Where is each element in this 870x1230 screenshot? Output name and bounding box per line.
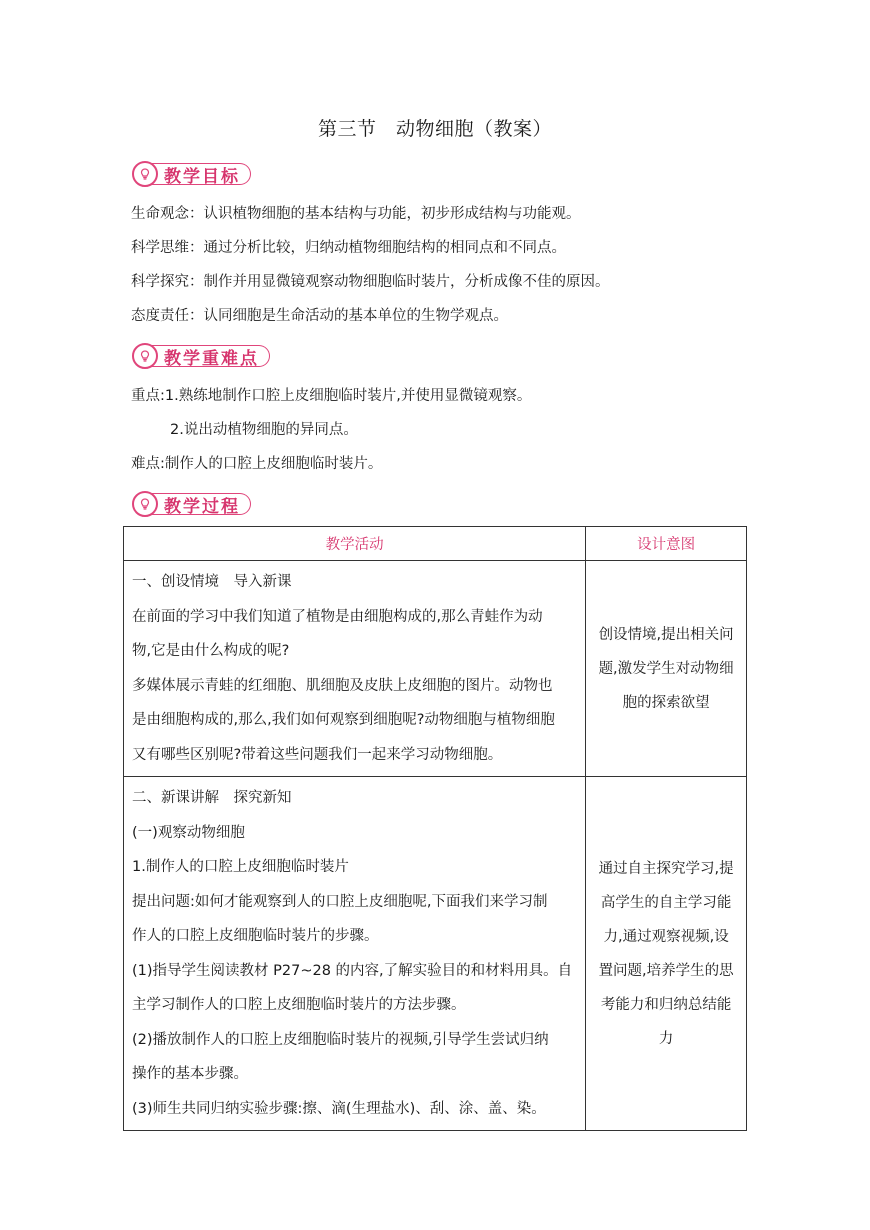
activity-cell [124, 777, 586, 1131]
intent-line: 置问题,培养学生的思 [598, 962, 734, 979]
intent-line: 力 [658, 1030, 674, 1047]
intent-cell [586, 561, 747, 777]
activity-line: 又有哪些区别呢?带着这些问题我们一起来学习动物细胞。 [132, 746, 503, 763]
activity-line: 物,它是由什么构成的呢? [132, 643, 290, 659]
column-header-activity: 教学活动 [124, 527, 586, 561]
intent-line: 创设情境,提出相关问 [598, 626, 734, 643]
lesson-plan-table [123, 526, 747, 1131]
activity-line: 作人的口腔上皮细胞临时装片的步骤。 [132, 928, 379, 944]
section-title-key-points: 教学重难点 [146, 345, 270, 367]
activity-line: 1.制作人的口腔上皮细胞临时装片 [132, 859, 349, 875]
intent-cell [586, 777, 747, 1131]
lightbulb-icon [132, 161, 158, 187]
lightbulb-icon [132, 343, 158, 369]
intent-line: 胞的探索欲望 [622, 694, 710, 711]
activity-line: 提出问题:如何才能观察到人的口腔上皮细胞呢,下面我们来学习制 [132, 893, 548, 910]
difficult-point-line: 难点:制作人的口腔上皮细胞临时装片。 [131, 456, 383, 472]
key-point-line: 重点:1.熟练地制作口腔上皮细胞临时装片,并使用显微镜观察。 [131, 388, 532, 404]
activity-line: (1)指导学生阅读教材 P27~28 的内容,了解实验目的和材料用具。自 [132, 962, 573, 979]
objective-line: 生命观念：认识植物细胞的基本结构与功能，初步形成结构与功能观。 [131, 206, 581, 222]
objective-line: 科学探究：制作并用显微镜观察动物细胞临时装片，分析成像不佳的原因。 [131, 274, 610, 290]
intent-line: 力,通过观察视频,设 [603, 928, 729, 945]
activity-line: (一)观察动物细胞 [132, 824, 245, 841]
activity-line: (3)师生共同归纳实验步骤:擦、滴(生理盐水)、刮、涂、盖、染。 [132, 1100, 546, 1117]
activity-line: 二、新课讲解 探究新知 [132, 790, 292, 806]
activity-line: 主学习制作人的口腔上皮细胞临时装片的方法步骤。 [132, 997, 466, 1013]
section-title-process: 教学过程 [146, 493, 251, 515]
key-point-line: 2.说出动植物细胞的异同点。 [170, 422, 358, 438]
activity-line: 是由细胞构成的,那么,我们如何观察到细胞呢?动物细胞与植物细胞 [132, 712, 555, 728]
activity-line: (2)播放制作人的口腔上皮细胞临时装片的视频,引导学生尝试归纳 [132, 1031, 549, 1048]
activity-line: 操作的基本步骤。 [132, 1066, 248, 1082]
activity-line: 一、创设情境 导入新课 [132, 574, 292, 590]
section-badge-objectives [132, 161, 251, 187]
intent-line: 通过自主探究学习,提 [598, 860, 734, 877]
objective-line: 科学思维：通过分析比较，归纳动植物细胞结构的相同点和不同点。 [131, 240, 566, 256]
section-badge-key-points [132, 343, 270, 369]
column-header-intent: 设计意图 [586, 527, 747, 561]
activity-cell [124, 561, 586, 777]
table-header-row [124, 527, 747, 561]
intent-line: 考能力和归纳总结能 [600, 996, 732, 1013]
section-badge-process [132, 491, 251, 517]
page-title: 第三节 动物细胞（教案） [317, 118, 552, 140]
objective-line: 态度责任：认同细胞是生命活动的基本单位的生物学观点。 [131, 308, 508, 324]
section-title-objectives: 教学目标 [146, 163, 251, 185]
table-row [124, 777, 747, 1131]
activity-line: 在前面的学习中我们知道了植物是由细胞构成的,那么青蛙作为动 [132, 608, 543, 625]
activity-line: 多媒体展示青蛙的红细胞、肌细胞及皮肤上皮细胞的图片。动物也 [132, 677, 553, 694]
intent-line: 题,激发学生对动物细 [598, 660, 734, 677]
intent-line: 高学生的自主学习能 [600, 894, 732, 911]
lightbulb-icon [132, 491, 158, 517]
table-row [124, 561, 747, 777]
